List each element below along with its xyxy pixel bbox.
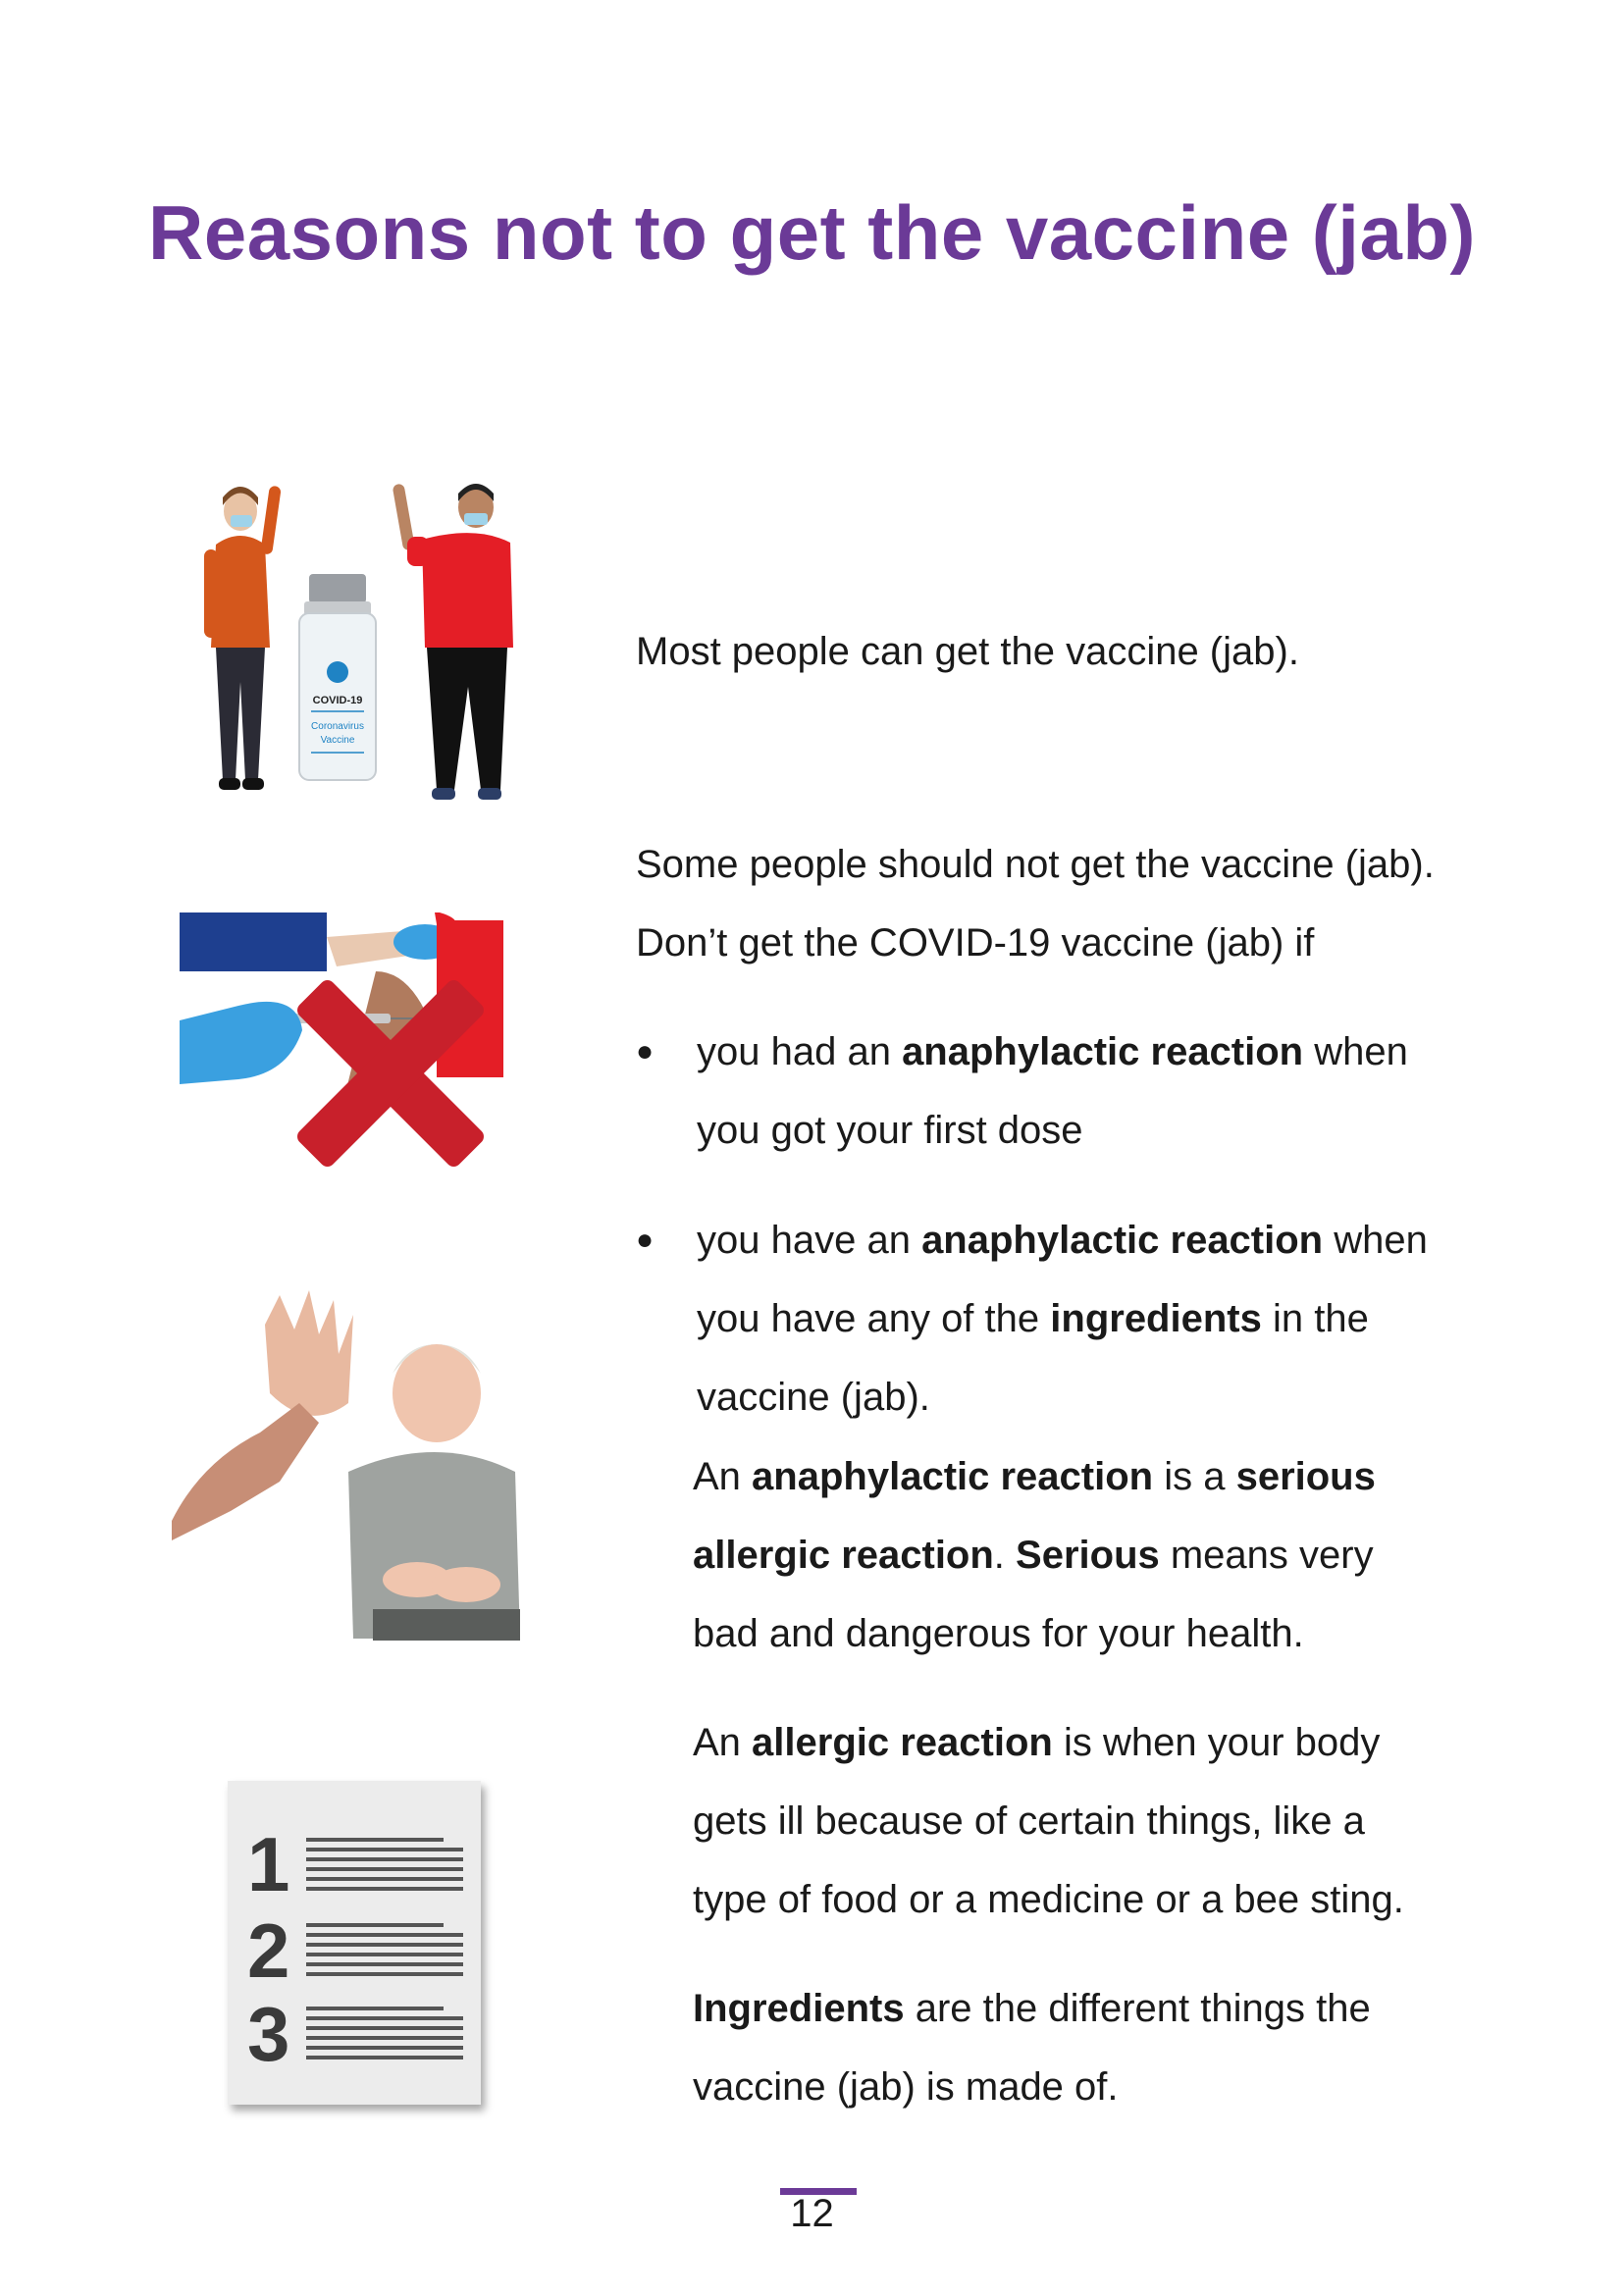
vial-label-3: Vaccine [320,735,355,746]
vaccine-vial-icon [299,574,376,780]
raised-hand [265,1290,353,1416]
numbered-list-illustration [228,1781,481,2105]
nurse-arm [180,912,327,971]
list-number-2: 2 [247,1907,290,1994]
hand-scratching [172,1403,319,1540]
injection-with-cross-illustration [180,912,503,1226]
bullet-icon: ● [636,1224,655,1256]
ingredients-definition-line-1: Ingredients are the different things the [693,1987,1371,2030]
most-people-text: Most people can get the vaccine (jab). [636,630,1299,673]
anaphylactic-definition-line-1: An anaphylactic reaction is a serious [693,1455,1376,1498]
man-figure [393,483,513,800]
anaphylactic-definition-line-3: bad and dangerous for your health. [693,1612,1304,1655]
vial-label-1: COVID-19 [312,695,363,706]
allergic-definition-line-2: gets ill because of certain things, like a [693,1799,1365,1843]
people-with-vaccine-illustration [201,476,515,819]
page-number: 12 [790,2192,834,2235]
list-number-1: 1 [247,1821,290,1907]
some-people-text: Some people should not get the vaccine (jab). [636,843,1435,886]
list-number-3: 3 [247,1991,290,2077]
allergic-definition-line-1: An allergic reaction is when your body [693,1721,1381,1764]
ingredients-definition-line-2: vaccine (jab) is made of. [693,2065,1119,2109]
anaphylactic-definition-line-2: allergic reaction. Serious means very [693,1534,1374,1577]
vial-label-2: Coronavirus [311,721,364,732]
page-title: Reasons not to get the vaccine (jab) [148,189,1476,276]
glove-bottom [180,1002,302,1084]
allergic-definition-line-3: type of food or a medicine or a bee sting. [693,1878,1404,1921]
allergic-reaction-illustration [172,1285,525,1678]
list-lines [306,1838,463,2059]
woman-figure [204,486,282,790]
person-head [393,1344,481,1442]
bullet-icon: ● [636,1035,655,1068]
dont-get-text: Don’t get the COVID-19 vaccine (jab) if [636,921,1315,965]
